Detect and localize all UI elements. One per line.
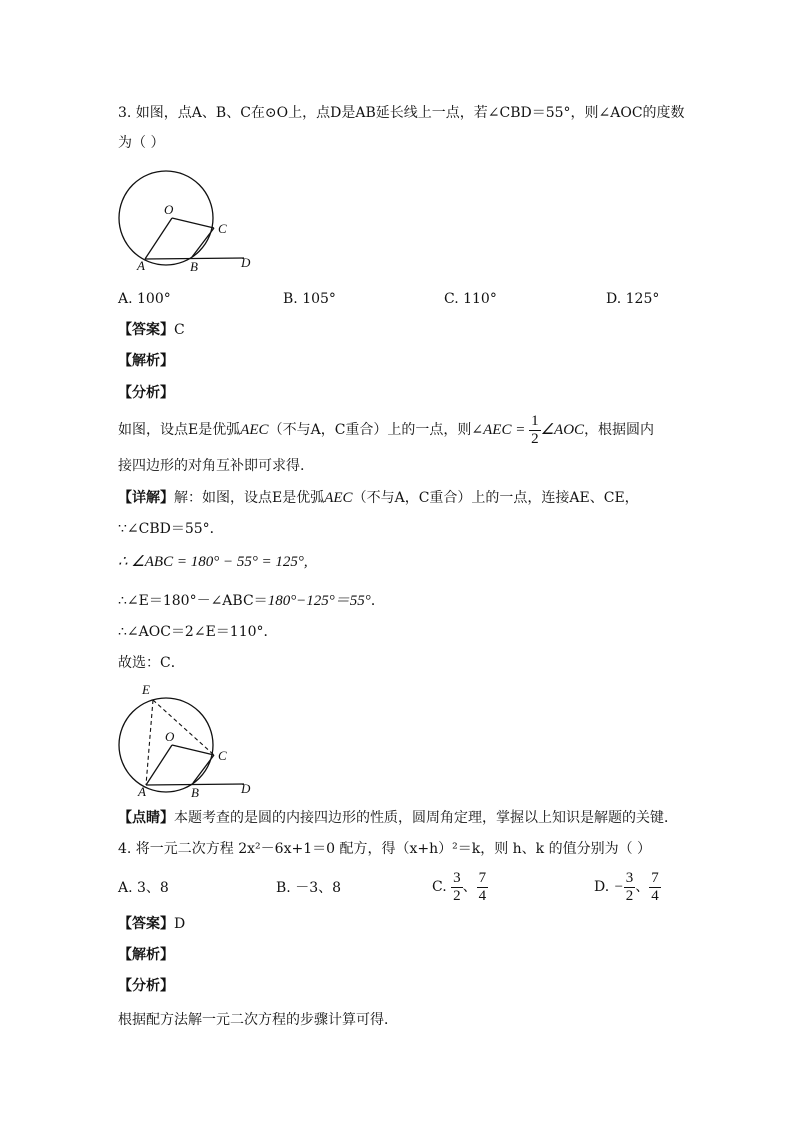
q3-analysis-line1: 如图，设点E是优弧AEC（不与A，C重合）上的一点，则∠AEC = $\frac{1}{2}$ ∠AOC，根据圆内 (118, 412, 655, 447)
label-b-2: B (191, 785, 199, 800)
q3-jiexi-heading: 【解析】 (118, 353, 174, 369)
q3-stem-line2: 为（ ） (118, 135, 165, 151)
q4-jiexi-heading: 【解析】 (118, 947, 174, 963)
label-e: E (142, 682, 150, 697)
q4-fenxi-heading: 【分析】 (118, 978, 174, 994)
label-c-2: C (218, 748, 227, 763)
q4-option-d: D. − $\frac{3}{2}$ 、 $\frac{7}{4}$ (594, 869, 659, 904)
q4-analysis: 根据配方法解一元二次方程的步骤计算可得． (118, 1012, 398, 1028)
q4-stem: 4. 将一元二次方程 2x²－6x+1＝0 配方，得（x+h）²＝k，则 h、k 的值分别为（ ） (118, 841, 652, 857)
q3-option-d: D. 125° (606, 291, 660, 307)
label-a-2: A (138, 784, 146, 799)
q3-figure (118, 170, 268, 275)
q3-answer: 【答案】C (118, 322, 185, 338)
q3-step2: ∴ ∠ABC = 180° − 55° = 125°, (118, 554, 308, 570)
q3-step1: ∵∠CBD＝55°． (118, 521, 224, 537)
q3-stem-line1: 3. 如图，点A、B、C在⊙O上，点D是AB延长线上一点，若∠CBD＝55°，则∠AOC的度数 (118, 105, 685, 121)
label-b: B (190, 259, 198, 274)
q4-option-c: C. $\frac{3}{2}$ 、 $\frac{7}{4}$ (432, 869, 487, 904)
q3-option-c: C. 110° (444, 291, 497, 307)
label-d-2: D (241, 781, 251, 796)
q3-detail-line: 【详解】解：如图，设点E是优弧AEC（不与A，C重合）上的一点，连接AE、CE， (118, 490, 639, 506)
label-c: C (218, 221, 227, 236)
q3-solution-figure (118, 680, 268, 800)
circle-o (119, 171, 213, 265)
label-o: O (164, 202, 174, 217)
q3-fenxi-heading: 【分析】 (118, 385, 174, 401)
q3-step3: ∴∠E＝180°－∠ABC＝180°−125°＝55°． (118, 593, 385, 609)
label-d: D (241, 255, 251, 270)
q4-option-b: B. －3、8 (276, 880, 342, 896)
q3-option-b: B. 105° (283, 291, 336, 307)
q3-comment: 【点睛】本题考查的是圆的内接四边形的性质，圆周角定理，掌握以上知识是解题的关键． (118, 810, 678, 826)
q4-option-a: A. 3、8 (118, 880, 169, 896)
label-o-2: O (165, 729, 175, 744)
q3-step4: ∴∠AOC＝2∠E＝110°． (118, 624, 278, 640)
q3-analysis-line2: 接四边形的对角互补即可求得. (118, 458, 305, 474)
q4-answer: 【答案】D (118, 916, 186, 932)
q3-option-a: A. 100° (118, 291, 171, 307)
label-a: A (137, 258, 145, 273)
q3-choose: 故选：C． (118, 655, 185, 671)
